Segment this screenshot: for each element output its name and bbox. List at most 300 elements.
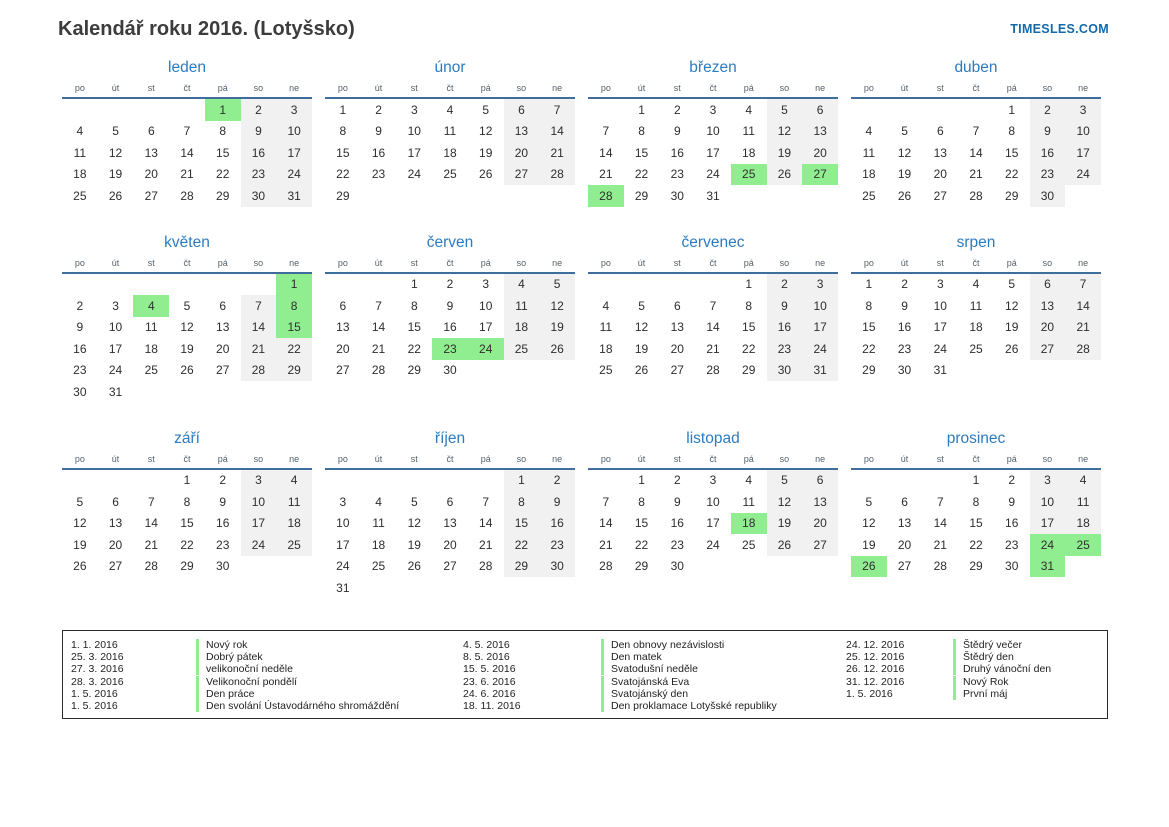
month-title: červenec	[681, 233, 745, 251]
month-title: listopad	[686, 429, 740, 447]
day-cell: 18	[731, 513, 767, 535]
weekday-label: po	[74, 83, 85, 93]
weekday-label: čt	[183, 453, 191, 464]
legend-entry	[71, 688, 463, 700]
day-cell: 6	[802, 99, 838, 121]
day-cell: 17	[108, 341, 123, 356]
day-cell: 2	[446, 277, 454, 292]
legend-entry	[463, 700, 846, 712]
day-cell: 18	[1065, 513, 1101, 535]
day-cell	[1065, 185, 1101, 207]
day-cell	[539, 185, 575, 207]
day-cell: 8	[183, 494, 191, 509]
day-cell: 11	[1065, 491, 1101, 513]
day-cell: 1	[276, 274, 312, 296]
weekday-label: so	[1042, 453, 1053, 464]
weekday-label: út	[374, 83, 383, 93]
day-cell	[169, 381, 205, 403]
day-cell: 7	[375, 298, 382, 313]
legend-entry	[463, 651, 846, 663]
day-cell: 6	[936, 124, 944, 139]
day-cell	[731, 556, 767, 578]
day-cell: 23	[1005, 537, 1019, 552]
day-cell: 19	[767, 513, 803, 535]
weekday-label: čt	[446, 453, 454, 464]
weekday-header-row	[851, 454, 1101, 470]
day-cell: 30	[443, 363, 457, 378]
legend-holiday-name: Den matek	[601, 651, 662, 663]
day-cell: 12	[539, 295, 575, 317]
weekday-label: po	[337, 453, 348, 464]
day-cell: 29	[862, 363, 876, 378]
day-cell: 9	[673, 494, 681, 509]
day-cell: 20	[336, 341, 350, 356]
day-grid	[588, 274, 838, 382]
day-cell: 22	[1005, 167, 1019, 182]
day-cell	[205, 381, 241, 403]
day-cell	[468, 185, 504, 207]
day-cell: 23	[767, 338, 803, 360]
day-cell: 26	[897, 188, 912, 203]
day-cell: 19	[767, 142, 803, 164]
day-cell: 6	[901, 494, 908, 509]
legend-date: 27. 3. 2016	[71, 663, 124, 676]
day-cell: 25	[969, 341, 983, 356]
day-cell: 15	[276, 317, 312, 339]
day-cell: 22	[969, 537, 983, 552]
day-cell: 16	[539, 513, 575, 535]
day-cell: 6	[1030, 274, 1066, 296]
day-grid	[325, 274, 575, 382]
day-cell: 9	[539, 491, 575, 513]
day-cell: 9	[673, 124, 681, 139]
weekday-label: pá	[480, 83, 491, 93]
page-header	[0, 0, 1169, 41]
day-cell: 4	[504, 274, 540, 296]
day-cell	[62, 99, 98, 121]
day-cell: 1	[638, 473, 645, 488]
day-cell: 25	[1065, 534, 1101, 556]
legend-date: 1. 5. 2016	[846, 687, 893, 700]
day-cell: 18	[969, 320, 983, 335]
day-cell: 16	[73, 341, 87, 356]
day-cell: 17	[802, 317, 838, 339]
day-cell: 2	[673, 473, 681, 488]
day-cell: 3	[709, 102, 717, 117]
day-cell: 10	[706, 124, 720, 139]
day-cell: 13	[443, 516, 457, 531]
day-cell: 20	[144, 167, 158, 182]
weekday-header-row	[62, 258, 312, 274]
day-grid	[62, 274, 312, 403]
weekday-header-row	[325, 258, 575, 274]
day-cell: 28	[144, 559, 158, 574]
day-cell: 3	[802, 274, 838, 296]
day-cell: 22	[216, 167, 230, 182]
weekday-label: po	[600, 257, 611, 268]
day-cell: 13	[336, 320, 350, 335]
day-cell: 24	[108, 363, 123, 378]
day-cell: 5	[410, 494, 418, 509]
day-cell	[133, 381, 169, 403]
day-cell: 21	[599, 537, 613, 552]
weekday-label: so	[253, 257, 264, 268]
legend-date: 18. 11. 2016	[463, 699, 521, 712]
day-cell: 5	[638, 298, 645, 313]
day-cell: 15	[742, 320, 756, 335]
day-cell: 8	[1008, 124, 1016, 139]
day-cell: 11	[73, 145, 87, 160]
day-cell: 19	[634, 341, 649, 356]
day-cell: 29	[504, 556, 540, 578]
day-cell: 30	[897, 363, 912, 378]
legend-holiday-name: Den proklamace Lotyšské republiky	[601, 700, 777, 712]
day-cell: 27	[443, 559, 457, 574]
month-title: červen	[426, 233, 474, 251]
day-cell: 11	[969, 298, 983, 313]
day-cell: 16	[897, 320, 912, 335]
legend-date: 1. 5. 2016	[71, 687, 118, 700]
legend-entry	[463, 688, 846, 700]
day-cell: 2	[539, 470, 575, 492]
day-cell: 21	[969, 167, 983, 182]
day-cell: 17	[1065, 142, 1101, 164]
day-cell: 7	[1065, 274, 1101, 296]
weekday-label: po	[74, 257, 85, 268]
day-cell: 9	[76, 320, 84, 335]
day-cell	[1065, 360, 1101, 382]
day-cell: 8	[276, 295, 312, 317]
weekday-header-row	[62, 83, 312, 99]
month-prosinec	[851, 428, 1101, 578]
legend-date: 25. 3. 2016	[71, 651, 124, 664]
day-cell: 27	[670, 363, 684, 378]
day-cell: 25	[443, 167, 457, 182]
legend-entry	[463, 663, 846, 675]
day-cell: 18	[371, 537, 386, 552]
day-cell: 31	[706, 188, 720, 203]
day-cell: 30	[216, 559, 230, 574]
legend-holiday-name: Druhý vánoční den	[953, 663, 1051, 675]
day-cell: 17	[479, 320, 493, 335]
month-title: srpen	[956, 233, 996, 251]
day-cell: 22	[634, 537, 649, 552]
day-cell: 22	[276, 338, 312, 360]
day-cell: 2	[1008, 473, 1016, 488]
day-cell: 23	[432, 338, 468, 360]
day-cell	[62, 274, 98, 296]
day-cell: 9	[1030, 121, 1066, 143]
day-cell: 8	[219, 124, 227, 139]
day-cell: 17	[706, 145, 720, 160]
day-cell: 26	[108, 188, 123, 203]
day-cell: 19	[1005, 320, 1019, 335]
month-únor	[325, 57, 575, 207]
day-cell: 23	[670, 167, 684, 182]
day-cell: 17	[336, 537, 350, 552]
day-cell: 21	[241, 338, 277, 360]
day-cell: 11	[372, 516, 385, 531]
day-cell: 25	[73, 188, 87, 203]
day-cell	[361, 470, 397, 492]
site-link[interactable]: TIMESLES.COM	[1010, 22, 1109, 36]
day-cell: 11	[742, 494, 755, 509]
day-cell: 22	[862, 341, 876, 356]
day-cell: 11	[862, 145, 876, 160]
day-cell: 5	[482, 102, 490, 117]
day-cell: 16	[1005, 516, 1019, 531]
day-cell: 19	[108, 167, 123, 182]
day-cell	[887, 99, 923, 121]
weekday-label: čt	[446, 257, 454, 268]
day-cell	[432, 470, 468, 492]
day-cell: 16	[371, 145, 386, 160]
day-cell	[98, 470, 134, 492]
day-cell: 29	[276, 360, 312, 382]
day-cell: 3	[482, 277, 490, 292]
day-cell: 25	[599, 363, 613, 378]
day-cell: 27	[216, 363, 230, 378]
day-cell: 21	[180, 167, 194, 182]
weekday-label: so	[779, 257, 790, 268]
weekday-label: so	[516, 453, 527, 464]
month-červenec	[588, 232, 838, 382]
day-cell: 24	[933, 341, 947, 356]
weekday-label: út	[637, 83, 646, 93]
weekday-label: čt	[709, 83, 717, 93]
day-cell: 20	[933, 167, 947, 182]
day-grid	[62, 99, 312, 207]
legend-entry	[463, 639, 846, 651]
day-cell: 24	[336, 559, 350, 574]
day-cell: 12	[634, 320, 649, 335]
day-cell: 26	[767, 534, 803, 556]
weekday-label: út	[111, 83, 120, 93]
day-cell: 4	[1065, 470, 1101, 492]
weekday-label: čt	[709, 257, 717, 268]
day-cell: 21	[479, 537, 493, 552]
day-cell: 29	[180, 559, 194, 574]
day-cell: 29	[1005, 188, 1019, 203]
day-cell: 23	[371, 167, 386, 182]
day-cell: 1	[972, 473, 980, 488]
weekday-label: po	[863, 83, 874, 93]
day-cell: 22	[634, 167, 649, 182]
day-cell: 7	[539, 99, 575, 121]
day-cell: 14	[933, 516, 947, 531]
day-cell: 6	[673, 298, 681, 313]
month-title: březen	[689, 59, 737, 76]
day-cell: 25	[742, 537, 756, 552]
day-cell	[205, 274, 241, 296]
month-říjen	[325, 428, 575, 599]
day-cell: 20	[802, 142, 838, 164]
day-cell	[767, 185, 803, 207]
weekday-label: čt	[709, 453, 717, 464]
month-title: leden	[168, 59, 206, 76]
day-cell: 3	[339, 494, 347, 509]
weekday-label: pá	[217, 257, 228, 268]
day-cell: 1	[205, 99, 241, 121]
day-cell: 11	[276, 491, 312, 513]
day-cell: 14	[599, 145, 613, 160]
day-cell: 24	[802, 338, 838, 360]
legend-column	[846, 639, 1107, 718]
weekday-label: st	[147, 83, 155, 93]
legend-holiday-name: Den práce	[196, 688, 254, 700]
day-cell: 8	[504, 491, 540, 513]
day-cell	[695, 274, 731, 296]
day-cell: 24	[706, 167, 720, 182]
day-cell: 11	[145, 320, 158, 335]
day-cell: 27	[933, 188, 947, 203]
day-cell: 16	[1030, 142, 1066, 164]
day-cell: 5	[865, 494, 873, 509]
month-title: duben	[954, 59, 998, 76]
legend-entry	[463, 676, 846, 688]
day-cell: 5	[183, 298, 191, 313]
day-cell: 15	[504, 513, 540, 535]
month-title: květen	[164, 233, 210, 251]
day-cell: 26	[1005, 341, 1019, 356]
day-cell: 14	[479, 516, 493, 531]
day-cell: 26	[407, 559, 421, 574]
day-cell: 23	[241, 164, 277, 186]
weekday-label: ne	[1078, 453, 1089, 464]
month-březen	[588, 57, 838, 207]
day-cell	[241, 274, 277, 296]
day-cell	[539, 577, 575, 599]
day-cell: 23	[539, 534, 575, 556]
day-cell: 25	[144, 363, 158, 378]
day-cell: 2	[1030, 99, 1066, 121]
weekday-label: ne	[289, 453, 300, 464]
day-cell: 10	[1065, 121, 1101, 143]
day-cell: 13	[897, 516, 912, 531]
day-cell: 16	[216, 516, 230, 531]
day-cell: 22	[407, 341, 421, 356]
day-cell: 7	[147, 494, 155, 509]
day-cell: 12	[180, 320, 194, 335]
day-cell: 21	[599, 167, 613, 182]
day-cell: 14	[180, 145, 194, 160]
day-cell: 15	[180, 516, 194, 531]
day-cell: 4	[865, 124, 873, 139]
weekday-label: po	[863, 257, 874, 268]
day-cell	[133, 99, 169, 121]
day-grid	[325, 470, 575, 599]
day-cell: 28	[599, 559, 613, 574]
month-červen	[325, 232, 575, 382]
day-cell: 3	[709, 473, 717, 488]
day-cell: 29	[634, 188, 649, 203]
weekday-label: čt	[972, 257, 980, 268]
weekday-label: st	[147, 453, 155, 464]
day-cell: 23	[897, 341, 912, 356]
day-cell	[588, 274, 624, 296]
day-cell: 13	[670, 320, 684, 335]
weekday-label: st	[147, 257, 155, 268]
legend-holiday-name: Den obnovy nezávislosti	[601, 639, 724, 651]
month-srpen	[851, 232, 1101, 382]
day-cell: 3	[410, 102, 418, 117]
weekday-label: út	[374, 257, 383, 268]
day-cell: 15	[1005, 145, 1019, 160]
day-cell: 8	[410, 298, 418, 313]
weekday-label: ne	[815, 257, 826, 268]
month-září	[62, 428, 312, 578]
day-cell	[802, 556, 838, 578]
day-cell: 29	[216, 188, 230, 203]
day-cell: 15	[216, 145, 230, 160]
day-cell: 27	[1030, 338, 1066, 360]
day-cell: 28	[241, 360, 277, 382]
day-cell: 19	[73, 537, 87, 552]
day-cell: 23	[73, 363, 87, 378]
day-cell: 19	[897, 167, 912, 182]
legend-date: 4. 5. 2016	[463, 639, 510, 651]
weekday-label: so	[253, 453, 264, 464]
weekday-header-row	[851, 83, 1101, 99]
day-cell: 4	[375, 494, 382, 509]
day-cell: 9	[446, 298, 454, 313]
day-cell: 31	[802, 360, 838, 382]
day-grid	[62, 470, 312, 578]
day-cell: 8	[339, 124, 347, 139]
weekday-label: so	[779, 83, 790, 93]
day-cell: 31	[108, 384, 123, 399]
month-listopad	[588, 428, 838, 578]
day-cell: 12	[862, 516, 876, 531]
day-cell: 11	[504, 295, 540, 317]
day-cell: 16	[241, 142, 277, 164]
day-cell: 17	[1030, 513, 1066, 535]
day-cell: 4	[972, 277, 980, 292]
legend-date: 31. 12. 2016	[846, 675, 905, 688]
day-cell: 29	[969, 559, 983, 574]
legend-holiday-name: Svatodušní neděle	[601, 663, 698, 675]
day-cell: 21	[933, 537, 947, 552]
day-cell: 20	[216, 341, 230, 356]
day-cell: 18	[504, 317, 540, 339]
weekday-label: so	[516, 257, 527, 268]
day-cell: 25	[862, 188, 876, 203]
day-cell	[468, 577, 504, 599]
legend-holiday-name: První máj	[953, 688, 1007, 700]
weekday-label: po	[600, 83, 611, 93]
day-cell	[588, 470, 624, 492]
day-cell	[325, 274, 361, 296]
weekday-label: pá	[217, 83, 228, 93]
day-cell: 10	[108, 320, 123, 335]
day-cell: 4	[133, 295, 169, 317]
day-cell: 12	[897, 145, 912, 160]
day-cell	[887, 470, 923, 492]
weekday-label: út	[637, 257, 646, 268]
legend-entry	[71, 651, 463, 663]
day-cell: 28	[706, 363, 720, 378]
legend-entry	[71, 639, 463, 651]
day-grid	[851, 274, 1101, 382]
day-cell	[276, 556, 312, 578]
day-cell: 6	[446, 494, 454, 509]
day-cell	[98, 99, 134, 121]
day-cell: 31	[933, 363, 947, 378]
weekday-label: ne	[815, 83, 826, 93]
day-cell: 18	[862, 167, 876, 182]
day-cell: 14	[1065, 295, 1101, 317]
weekday-header-row	[62, 454, 312, 470]
